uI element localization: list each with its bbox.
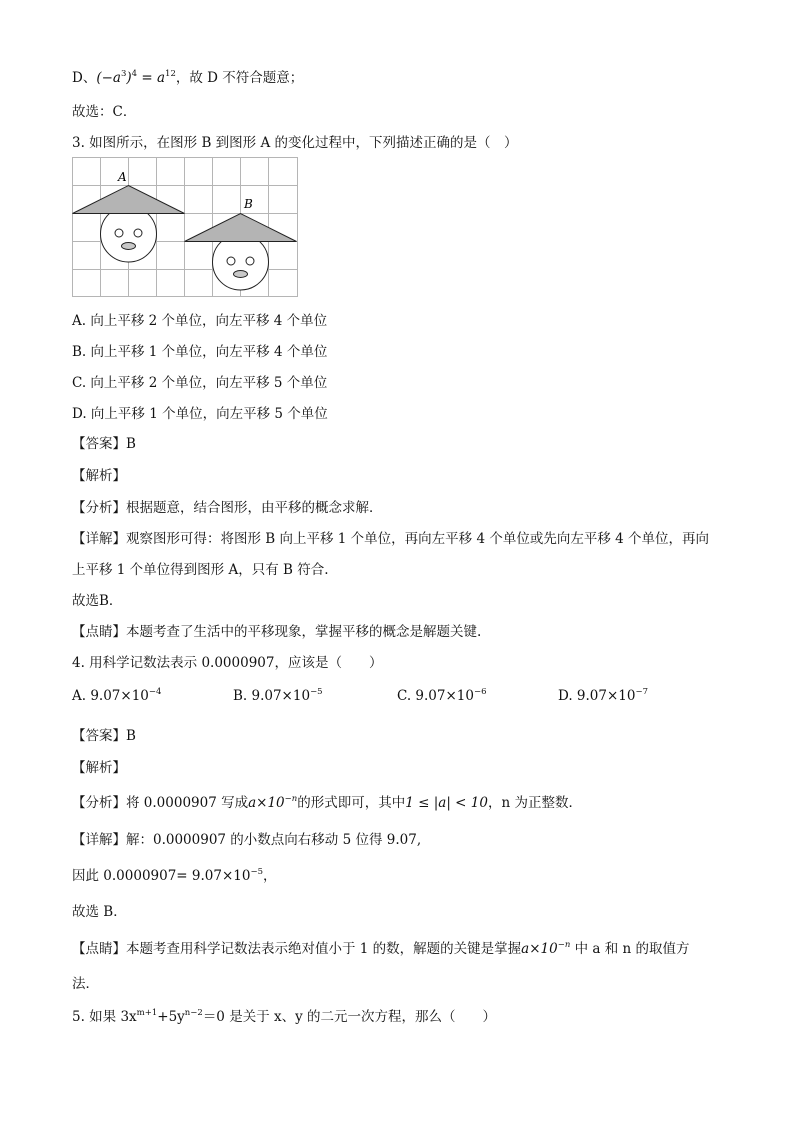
- therefore-text: ，: [262, 868, 277, 884]
- question-3-option-b[interactable]: B. 向上平移 1 个单位，向左平移 4 个单位: [72, 344, 328, 360]
- exponent: −7: [635, 687, 649, 697]
- xiangjie-tag: 【详解】: [72, 531, 126, 547]
- dianjing-text: 本题考查用科学记数法表示绝对值小于 1 的数，解题的关键是掌握: [126, 941, 522, 957]
- question-4-dianjing-cont: 法．: [72, 976, 99, 992]
- question-3-analysis-heading: 【解析】: [72, 468, 126, 484]
- expr-part: ): [126, 70, 132, 86]
- question-4-option-c[interactable]: [397, 688, 487, 704]
- question-3-stem: 3. 如图所示，在图形 B 到图形 A 的变化过程中，下列描述正确的是（ ）: [72, 135, 518, 151]
- option-text: D. 9.07×10: [558, 688, 636, 704]
- question-3-dianjing: [72, 620, 481, 640]
- exponent: 3: [120, 69, 127, 79]
- figure-b-left-eye: [227, 257, 235, 265]
- dianjing-expr: a×10: [521, 941, 558, 957]
- dianjing-tag: 【点睛】: [72, 624, 126, 640]
- question-4-analysis-heading: 【解析】: [72, 760, 126, 776]
- exponent: −5: [250, 867, 263, 877]
- question-3-figure: [72, 157, 298, 297]
- fenxi-text: ，n 为正整数．: [487, 795, 582, 811]
- figure-b-nose: [234, 271, 248, 278]
- prev-conclusion-d: [72, 66, 303, 86]
- question-4-option-b[interactable]: [233, 688, 323, 704]
- answer-value: B: [126, 728, 136, 744]
- fenxi-tag: 【分析】: [72, 795, 126, 811]
- figure-a-nose: [122, 243, 136, 250]
- question-4-stem: 4. 用科学记数法表示 0.0000907，应该是（ ）: [72, 655, 383, 671]
- xiangjie-tag: 【详解】: [72, 832, 126, 848]
- exponent: −4: [148, 687, 162, 697]
- figure-a-left-eye: [115, 229, 123, 237]
- option-text: C. 9.07×10: [397, 688, 474, 704]
- xiangjie-text: 观察图形可得：将图形 B 向上平移 1 个单位，再向左平移 4 个单位或先向左平移 4 个单位，再向: [126, 531, 710, 547]
- stem-text: +5y: [157, 1009, 185, 1025]
- option-text: A. 9.07×10: [72, 688, 149, 704]
- figure-a-right-eye: [134, 229, 142, 237]
- fenxi-text: 的形式即可，其中: [297, 795, 406, 811]
- exponent: −6: [473, 687, 487, 697]
- fenxi-expr: a×10: [248, 795, 285, 811]
- question-4-dianjing: [72, 937, 690, 957]
- option-label: D、: [72, 70, 97, 86]
- figure-b-label: B: [244, 197, 253, 211]
- exponent: m+1: [136, 1008, 158, 1018]
- question-3-fenxi: [72, 496, 383, 516]
- conclusion-text: ，故 D 不符合题意；: [175, 70, 304, 86]
- question-4-fenxi: [72, 791, 582, 811]
- exponent: −5: [310, 687, 323, 697]
- fenxi-text: 将 0.0000907 写成: [126, 795, 249, 811]
- figure-b-face: [213, 234, 269, 290]
- question-4-choice: 故选 B．: [72, 904, 127, 920]
- question-3-answer: [72, 432, 136, 452]
- expr-part: = a: [137, 70, 166, 86]
- figure-b-hat: [185, 214, 297, 242]
- stem-text: 5. 如果 3x: [72, 1009, 137, 1025]
- stem-text: ＝0 是关于 x、y 的二元一次方程，那么（ ）: [202, 1009, 497, 1025]
- question-4-xiangjie: [72, 828, 421, 848]
- expr-part: (−a: [96, 70, 121, 86]
- question-5-stem: [72, 1005, 496, 1025]
- fenxi-tag: 【分析】: [72, 500, 126, 516]
- dianjing-tag: 【点睛】: [72, 941, 126, 957]
- question-4-option-a[interactable]: [72, 688, 161, 704]
- question-4-answer: [72, 724, 136, 744]
- question-3-choice: 故选B．: [72, 593, 123, 609]
- exponent: −n: [557, 940, 571, 950]
- option-text: B. 9.07×10: [233, 688, 311, 704]
- xiangjie-text: 解：0.0000907 的小数点向右移动 5 位得 9.07,: [126, 832, 422, 848]
- figure-b-right-eye: [246, 257, 254, 265]
- therefore-text: 因此 0.0000907= 9.07×10: [72, 868, 251, 884]
- dianjing-text: 本题考查了生活中的平移现象，掌握平移的概念是解题关键.: [126, 624, 482, 640]
- question-3-xiangjie-cont: 上平移 1 个单位得到图形 A，只有 B 符合.: [72, 562, 329, 578]
- question-3-option-a[interactable]: A. 向上平移 2 个单位，向左平移 4 个单位: [72, 313, 328, 329]
- question-3-xiangjie: [72, 527, 709, 547]
- prev-answer-choice: 故选：C．: [72, 104, 137, 120]
- question-4-option-d[interactable]: [558, 688, 648, 704]
- dianjing-text: 中 a 和 n 的取值方: [570, 941, 690, 957]
- question-3-option-d[interactable]: D. 向上平移 1 个单位，向左平移 5 个单位: [72, 406, 328, 422]
- exponent: n−2: [184, 1008, 203, 1018]
- exponent: −n: [284, 794, 298, 804]
- fenxi-text: 根据题意，结合图形，由平移的概念求解．: [126, 500, 383, 516]
- figure-a-label: A: [118, 170, 127, 184]
- answer-tag: 【答案】: [72, 728, 126, 744]
- question-3-option-c[interactable]: C. 向上平移 2 个单位，向左平移 5 个单位: [72, 375, 328, 391]
- answer-tag: 【答案】: [72, 436, 126, 452]
- fenxi-inequality: 1 ≤ |a| < 10: [405, 795, 488, 811]
- exponent: 12: [165, 69, 176, 79]
- question-4-therefore: [72, 864, 276, 884]
- figure-a-hat: [73, 186, 185, 214]
- answer-value: B: [126, 436, 136, 452]
- exponent: 4: [131, 69, 138, 79]
- figure-a-face: [101, 206, 157, 262]
